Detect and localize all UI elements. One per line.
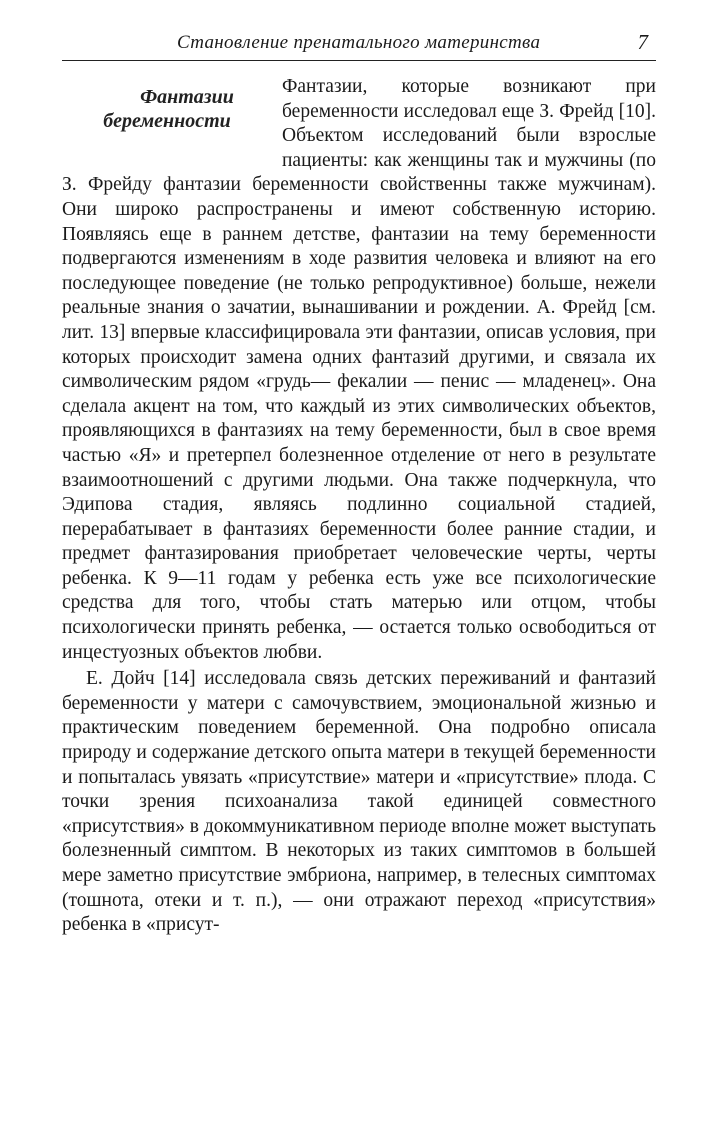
- page-number: 7: [637, 30, 648, 54]
- section-sidehead: [62, 75, 272, 153]
- paragraph-2: Е. Дойч [14] исследовала связь детских переживаний и фантазий беременности у матери с самочувствием, эмоциональной жизнью и практическим поведением беременной. Она подробно описала природу и содержание детского опыта матери в текущей беременности и попыталась увязать «присутствие» матери и «присутствие» плода. С точки зрения психоанализа такой единицей совместного «присутствия» в докоммуникативном периоде вполне может выступать болезненный симптом. В некоторых из таких симптомов в большей мере заметно присутствие эмбриона, например, в телесных симптомах (тошнота, отеки и т. п.), — они отражают переход «присутствия» ребенка в «присут-: [62, 668, 656, 936]
- sidehead-line-2: беременности: [103, 110, 231, 132]
- running-title: Становление пренатального материнства: [177, 32, 541, 53]
- section-intro: [62, 75, 656, 665]
- book-page: [62, 30, 656, 938]
- sidehead-line-1: Фантазии: [140, 86, 234, 108]
- paragraph-1: Фантазии, которые возникают при беременности исследовал еще З. Фрейд [10]. Объектом исследований были взрослые пациенты: как женщины так и мужчины (по З. Фрейду фантазии беременности свойственны также мужчинам). Они широко распространены и имеют собственную историю. Появляясь еще в раннем детстве, фантазии на тему беременности подвергаются изменениям в ходе развития человека и влияют на его последующее поведение (не только репродуктивное) больше, нежели реальные знания о зачатии, вынашивании и рождении. А. Фрейд [см. лит. 13] впервые классифицировала эти фантазии, описав условия, при которых происходит замена одних фантазий другими, и связала их символическим рядом «грудь— фекалии — пенис — младенец». Она сделала акцент на том, что каждый из этих символических объектов, проявляющихся в фантазиях на тему беременности, был в свое время частью «Я» и претерпел болезненное отделение от него в результате взаимоотношений с другими людьми. Она также подчеркнула, что Эдипова стадия, являясь подлинно социальной стадией, перерабатывает в фантазиях беременности более ранние стадии, и предмет фантазирования приобретает человеческие черты, черты ребенка. К 9—11 годам у ребенка есть уже все психологические средства для того, чтобы стать матерью или отцом, чтобы психологически принять ребенка, — остается только освободиться от инцестуозных объектов любви.: [62, 76, 656, 663]
- running-header: [62, 30, 656, 61]
